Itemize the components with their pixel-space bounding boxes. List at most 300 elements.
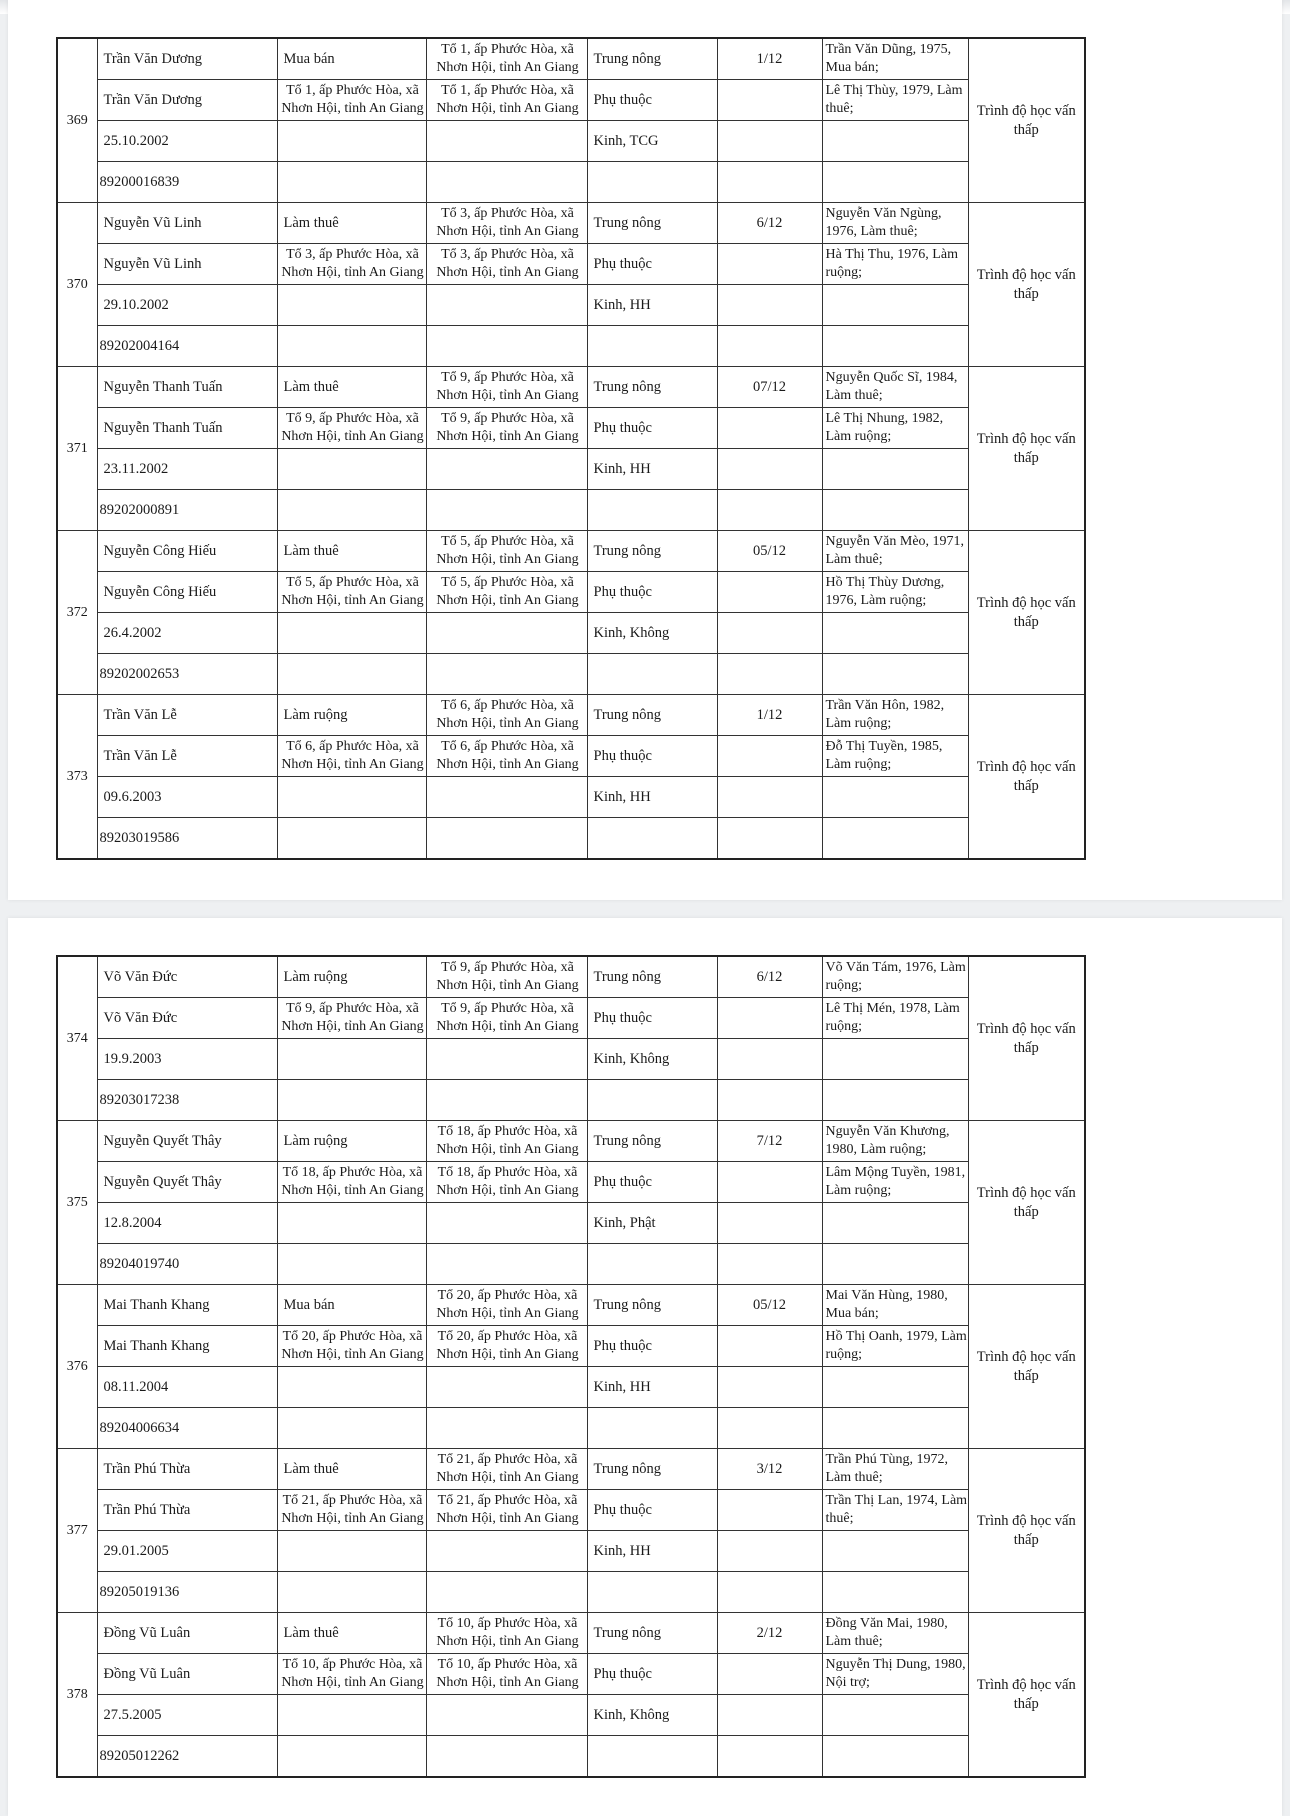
record-number: 378	[57, 1613, 97, 1778]
table-row	[57, 162, 1085, 203]
permanent-address: Tổ 9, ấp Phước Hòa, xã Nhơn Hội, tỉnh An Giang	[277, 408, 426, 449]
remark: Trình độ học vấn thấp	[968, 367, 1085, 531]
empty-cell	[822, 1736, 968, 1778]
occupation: Làm ruộng	[277, 695, 426, 736]
record-number: 377	[57, 1449, 97, 1613]
empty-cell	[277, 1695, 426, 1736]
table-row	[57, 203, 1085, 244]
id-number: 89202000891	[97, 490, 277, 531]
empty-cell	[822, 1367, 968, 1408]
remark: Trình độ học vấn thấp	[968, 1285, 1085, 1449]
empty-cell	[426, 1736, 587, 1778]
id-number: 89202004164	[97, 326, 277, 367]
empty-cell	[277, 326, 426, 367]
mother-info: Lê Thị Nhung, 1982, Làm ruộng;	[822, 408, 968, 449]
empty-cell	[717, 654, 822, 695]
mother-info: Trần Thị Lan, 1974, Làm thuê;	[822, 1490, 968, 1531]
family-class: Trung nông	[587, 1285, 717, 1326]
table-row	[57, 695, 1085, 736]
table-row	[57, 1736, 1085, 1778]
empty-cell	[717, 1695, 822, 1736]
personal-class: Phụ thuộc	[587, 1654, 717, 1695]
empty-cell	[717, 572, 822, 613]
empty-cell	[717, 121, 822, 162]
record-number: 369	[57, 38, 97, 203]
empty-cell	[587, 1408, 717, 1449]
empty-cell	[277, 490, 426, 531]
date-of-birth: 25.10.2002	[97, 121, 277, 162]
ethnicity-religion: Kinh, HH	[587, 1531, 717, 1572]
empty-cell	[717, 326, 822, 367]
remark: Trình độ học vấn thấp	[968, 695, 1085, 860]
ethnicity-religion: Kinh, TCG	[587, 121, 717, 162]
empty-cell	[822, 654, 968, 695]
empty-cell	[717, 1244, 822, 1285]
empty-cell	[277, 1531, 426, 1572]
father-info: Mai Văn Hùng, 1980, Mua bán;	[822, 1285, 968, 1326]
empty-cell	[822, 1203, 968, 1244]
table-row	[57, 1039, 1085, 1080]
table-row	[57, 1121, 1085, 1162]
empty-cell	[277, 654, 426, 695]
id-number: 89202002653	[97, 654, 277, 695]
education-level: 2/12	[717, 1613, 822, 1654]
empty-cell	[587, 818, 717, 860]
family-class: Trung nông	[587, 367, 717, 408]
date-of-birth: 26.4.2002	[97, 613, 277, 654]
permanent-address: Tổ 1, ấp Phước Hòa, xã Nhơn Hội, tỉnh An Giang	[277, 80, 426, 121]
records-table-page-2	[56, 955, 1086, 1778]
table-row	[57, 1695, 1085, 1736]
personal-class: Phụ thuộc	[587, 408, 717, 449]
table-row	[57, 1285, 1085, 1326]
empty-cell	[277, 777, 426, 818]
empty-cell	[426, 777, 587, 818]
full-name: Trần Văn Dương	[97, 38, 277, 80]
current-address: Tổ 6, ấp Phước Hòa, xã Nhơn Hội, tỉnh An Giang	[426, 736, 587, 777]
empty-cell	[822, 777, 968, 818]
personal-class: Phụ thuộc	[587, 1326, 717, 1367]
empty-cell	[426, 1531, 587, 1572]
table-row	[57, 1367, 1085, 1408]
empty-cell	[717, 1490, 822, 1531]
empty-cell	[277, 1572, 426, 1613]
education-level: 05/12	[717, 531, 822, 572]
full-name-repeat: Mai Thanh Khang	[97, 1326, 277, 1367]
table-row	[57, 367, 1085, 408]
empty-cell	[717, 613, 822, 654]
personal-class: Phụ thuộc	[587, 80, 717, 121]
empty-cell	[717, 1039, 822, 1080]
residence-address: Tổ 9, ấp Phước Hòa, xã Nhơn Hội, tỉnh An Giang	[426, 956, 587, 998]
empty-cell	[277, 1367, 426, 1408]
record-number: 371	[57, 367, 97, 531]
full-name: Trần Phú Thừa	[97, 1449, 277, 1490]
remark: Trình độ học vấn thấp	[968, 956, 1085, 1121]
occupation: Làm thuê	[277, 367, 426, 408]
empty-cell	[277, 121, 426, 162]
table-row	[57, 285, 1085, 326]
remark: Trình độ học vấn thấp	[968, 1613, 1085, 1778]
table-row	[57, 1490, 1085, 1531]
empty-cell	[426, 1572, 587, 1613]
empty-cell	[717, 1654, 822, 1695]
id-number: 89204006634	[97, 1408, 277, 1449]
remark: Trình độ học vấn thấp	[968, 1121, 1085, 1285]
personal-class: Phụ thuộc	[587, 572, 717, 613]
family-class: Trung nông	[587, 203, 717, 244]
record-number: 372	[57, 531, 97, 695]
full-name-repeat: Trần Văn Lễ	[97, 736, 277, 777]
table-row	[57, 1162, 1085, 1203]
empty-cell	[277, 285, 426, 326]
record-number: 373	[57, 695, 97, 860]
record-number: 375	[57, 1121, 97, 1285]
empty-cell	[426, 1080, 587, 1121]
occupation: Làm thuê	[277, 1613, 426, 1654]
personal-class: Phụ thuộc	[587, 244, 717, 285]
empty-cell	[717, 408, 822, 449]
residence-address: Tổ 3, ấp Phước Hòa, xã Nhơn Hội, tỉnh An Giang	[426, 203, 587, 244]
table-row	[57, 531, 1085, 572]
empty-cell	[587, 490, 717, 531]
empty-cell	[717, 1572, 822, 1613]
current-address: Tổ 9, ấp Phước Hòa, xã Nhơn Hội, tỉnh An Giang	[426, 408, 587, 449]
mother-info: Nguyễn Thị Dung, 1980, Nội trợ;	[822, 1654, 968, 1695]
ethnicity-religion: Kinh, Phật	[587, 1203, 717, 1244]
empty-cell	[426, 1244, 587, 1285]
ethnicity-religion: Kinh, Không	[587, 613, 717, 654]
empty-cell	[717, 490, 822, 531]
empty-cell	[822, 326, 968, 367]
mother-info: Hồ Thị Thùy Dương, 1976, Làm ruộng;	[822, 572, 968, 613]
empty-cell	[426, 162, 587, 203]
record-number: 376	[57, 1285, 97, 1449]
ethnicity-religion: Kinh, HH	[587, 777, 717, 818]
family-class: Trung nông	[587, 956, 717, 998]
family-class: Trung nông	[587, 695, 717, 736]
empty-cell	[426, 1367, 587, 1408]
empty-cell	[717, 736, 822, 777]
table-row	[57, 956, 1085, 998]
occupation: Làm thuê	[277, 531, 426, 572]
permanent-address: Tổ 18, ấp Phước Hòa, xã Nhơn Hội, tỉnh An Giang	[277, 1162, 426, 1203]
date-of-birth: 29.10.2002	[97, 285, 277, 326]
education-level: 07/12	[717, 367, 822, 408]
empty-cell	[822, 490, 968, 531]
table-row	[57, 449, 1085, 490]
empty-cell	[587, 326, 717, 367]
family-class: Trung nông	[587, 38, 717, 80]
full-name: Đồng Vũ Luân	[97, 1613, 277, 1654]
education-level: 6/12	[717, 203, 822, 244]
father-info: Nguyễn Quốc Sĩ, 1984, Làm thuê;	[822, 367, 968, 408]
full-name: Nguyễn Vũ Linh	[97, 203, 277, 244]
empty-cell	[822, 1244, 968, 1285]
empty-cell	[277, 1039, 426, 1080]
empty-cell	[717, 285, 822, 326]
empty-cell	[277, 1080, 426, 1121]
empty-cell	[426, 1408, 587, 1449]
table-row	[57, 326, 1085, 367]
full-name: Võ Văn Đức	[97, 956, 277, 998]
empty-cell	[277, 818, 426, 860]
father-info: Võ Văn Tám, 1976, Làm ruộng;	[822, 956, 968, 998]
empty-cell	[587, 162, 717, 203]
empty-cell	[426, 654, 587, 695]
education-level: 3/12	[717, 1449, 822, 1490]
current-address: Tổ 5, ấp Phước Hòa, xã Nhơn Hội, tỉnh An Giang	[426, 572, 587, 613]
empty-cell	[277, 1736, 426, 1778]
residence-address: Tổ 18, ấp Phước Hòa, xã Nhơn Hội, tỉnh An Giang	[426, 1121, 587, 1162]
full-name-repeat: Nguyễn Vũ Linh	[97, 244, 277, 285]
full-name-repeat: Nguyễn Thanh Tuấn	[97, 408, 277, 449]
empty-cell	[822, 1080, 968, 1121]
empty-cell	[426, 613, 587, 654]
id-number: 89203019586	[97, 818, 277, 860]
id-number: 89205019136	[97, 1572, 277, 1613]
ethnicity-religion: Kinh, Không	[587, 1695, 717, 1736]
current-address: Tổ 18, ấp Phước Hòa, xã Nhơn Hội, tỉnh An Giang	[426, 1162, 587, 1203]
table-row	[57, 1531, 1085, 1572]
document-page-2	[8, 918, 1282, 1816]
empty-cell	[822, 1408, 968, 1449]
table-row	[57, 1203, 1085, 1244]
table-row	[57, 1654, 1085, 1695]
full-name-repeat: Nguyễn Quyết Thây	[97, 1162, 277, 1203]
empty-cell	[822, 162, 968, 203]
empty-cell	[277, 1244, 426, 1285]
mother-info: Hà Thị Thu, 1976, Làm ruộng;	[822, 244, 968, 285]
family-class: Trung nông	[587, 531, 717, 572]
full-name: Trần Văn Lễ	[97, 695, 277, 736]
date-of-birth: 27.5.2005	[97, 1695, 277, 1736]
residence-address: Tổ 20, ấp Phước Hòa, xã Nhơn Hội, tỉnh An Giang	[426, 1285, 587, 1326]
occupation: Làm ruộng	[277, 1121, 426, 1162]
table-row	[57, 654, 1085, 695]
occupation: Mua bán	[277, 38, 426, 80]
family-class: Trung nông	[587, 1121, 717, 1162]
empty-cell	[426, 1039, 587, 1080]
empty-cell	[426, 490, 587, 531]
empty-cell	[717, 1326, 822, 1367]
ethnicity-religion: Kinh, HH	[587, 285, 717, 326]
empty-cell	[587, 1572, 717, 1613]
mother-info: Lê Thị Thùy, 1979, Làm thuê;	[822, 80, 968, 121]
table-row	[57, 80, 1085, 121]
empty-cell	[717, 818, 822, 860]
table-row	[57, 1613, 1085, 1654]
empty-cell	[822, 121, 968, 162]
empty-cell	[426, 449, 587, 490]
empty-cell	[426, 1203, 587, 1244]
residence-address: Tổ 6, ấp Phước Hòa, xã Nhơn Hội, tỉnh An Giang	[426, 695, 587, 736]
family-class: Trung nông	[587, 1613, 717, 1654]
record-number: 370	[57, 203, 97, 367]
father-info: Đồng Văn Mai, 1980, Làm thuê;	[822, 1613, 968, 1654]
empty-cell	[717, 1367, 822, 1408]
empty-cell	[822, 1531, 968, 1572]
full-name-repeat: Nguyễn Công Hiếu	[97, 572, 277, 613]
mother-info: Lê Thị Mén, 1978, Làm ruộng;	[822, 998, 968, 1039]
current-address: Tổ 21, ấp Phước Hòa, xã Nhơn Hội, tỉnh An Giang	[426, 1490, 587, 1531]
empty-cell	[277, 1203, 426, 1244]
mother-info: Đỗ Thị Tuyền, 1985, Làm ruộng;	[822, 736, 968, 777]
date-of-birth: 08.11.2004	[97, 1367, 277, 1408]
empty-cell	[822, 1572, 968, 1613]
permanent-address: Tổ 10, ấp Phước Hòa, xã Nhơn Hội, tỉnh An Giang	[277, 1654, 426, 1695]
empty-cell	[426, 1695, 587, 1736]
empty-cell	[717, 449, 822, 490]
permanent-address: Tổ 6, ấp Phước Hòa, xã Nhơn Hội, tỉnh An Giang	[277, 736, 426, 777]
current-address: Tổ 20, ấp Phước Hòa, xã Nhơn Hội, tỉnh An Giang	[426, 1326, 587, 1367]
table-row	[57, 777, 1085, 818]
education-level: 05/12	[717, 1285, 822, 1326]
empty-cell	[822, 818, 968, 860]
residence-address: Tổ 10, ấp Phước Hòa, xã Nhơn Hội, tỉnh An Giang	[426, 1613, 587, 1654]
father-info: Trần Văn Hôn, 1982, Làm ruộng;	[822, 695, 968, 736]
empty-cell	[717, 1531, 822, 1572]
date-of-birth: 23.11.2002	[97, 449, 277, 490]
ethnicity-religion: Kinh, HH	[587, 449, 717, 490]
education-level: 1/12	[717, 695, 822, 736]
empty-cell	[587, 1080, 717, 1121]
remark: Trình độ học vấn thấp	[968, 203, 1085, 367]
empty-cell	[822, 1695, 968, 1736]
father-info: Nguyễn Văn Ngùng, 1976, Làm thuê;	[822, 203, 968, 244]
personal-class: Phụ thuộc	[587, 1162, 717, 1203]
empty-cell	[717, 1736, 822, 1778]
permanent-address: Tổ 21, ấp Phước Hòa, xã Nhơn Hội, tỉnh An Giang	[277, 1490, 426, 1531]
occupation: Làm ruộng	[277, 956, 426, 998]
table-row	[57, 244, 1085, 285]
residence-address: Tổ 1, ấp Phước Hòa, xã Nhơn Hội, tỉnh An Giang	[426, 38, 587, 80]
table-row	[57, 1080, 1085, 1121]
permanent-address: Tổ 9, ấp Phước Hòa, xã Nhơn Hội, tỉnh An Giang	[277, 998, 426, 1039]
full-name: Mai Thanh Khang	[97, 1285, 277, 1326]
empty-cell	[587, 1244, 717, 1285]
full-name-repeat: Võ Văn Đức	[97, 998, 277, 1039]
empty-cell	[717, 1203, 822, 1244]
empty-cell	[717, 80, 822, 121]
empty-cell	[587, 1736, 717, 1778]
mother-info: Lâm Mộng Tuyền, 1981, Làm ruộng;	[822, 1162, 968, 1203]
empty-cell	[822, 1039, 968, 1080]
personal-class: Phụ thuộc	[587, 1490, 717, 1531]
id-number: 89204019740	[97, 1244, 277, 1285]
table-row	[57, 1244, 1085, 1285]
date-of-birth: 12.8.2004	[97, 1203, 277, 1244]
empty-cell	[277, 1408, 426, 1449]
full-name-repeat: Trần Phú Thừa	[97, 1490, 277, 1531]
ethnicity-religion: Kinh, HH	[587, 1367, 717, 1408]
empty-cell	[426, 285, 587, 326]
table-row	[57, 1572, 1085, 1613]
empty-cell	[822, 449, 968, 490]
remark: Trình độ học vấn thấp	[968, 531, 1085, 695]
id-number: 89205012262	[97, 1736, 277, 1778]
ethnicity-religion: Kinh, Không	[587, 1039, 717, 1080]
records-table-page-1	[56, 37, 1086, 860]
current-address: Tổ 3, ấp Phước Hòa, xã Nhơn Hội, tỉnh An Giang	[426, 244, 587, 285]
current-address: Tổ 1, ấp Phước Hòa, xã Nhơn Hội, tỉnh An Giang	[426, 80, 587, 121]
remark: Trình độ học vấn thấp	[968, 38, 1085, 203]
empty-cell	[822, 613, 968, 654]
empty-cell	[717, 1408, 822, 1449]
empty-cell	[426, 326, 587, 367]
empty-cell	[277, 449, 426, 490]
full-name: Nguyễn Thanh Tuấn	[97, 367, 277, 408]
document-page-1	[8, 0, 1282, 900]
full-name: Nguyễn Công Hiếu	[97, 531, 277, 572]
date-of-birth: 19.9.2003	[97, 1039, 277, 1080]
full-name-repeat: Đồng Vũ Luân	[97, 1654, 277, 1695]
empty-cell	[717, 162, 822, 203]
table-row	[57, 736, 1085, 777]
table-row	[57, 490, 1085, 531]
empty-cell	[587, 654, 717, 695]
empty-cell	[717, 777, 822, 818]
table-row	[57, 121, 1085, 162]
table-row	[57, 613, 1085, 654]
occupation: Làm thuê	[277, 203, 426, 244]
residence-address: Tổ 9, ấp Phước Hòa, xã Nhơn Hội, tỉnh An Giang	[426, 367, 587, 408]
empty-cell	[426, 121, 587, 162]
full-name: Nguyễn Quyết Thây	[97, 1121, 277, 1162]
father-info: Nguyễn Văn Khương, 1980, Làm ruộng;	[822, 1121, 968, 1162]
table-row	[57, 408, 1085, 449]
personal-class: Phụ thuộc	[587, 736, 717, 777]
record-number: 374	[57, 956, 97, 1121]
residence-address: Tổ 21, ấp Phước Hòa, xã Nhơn Hội, tỉnh An Giang	[426, 1449, 587, 1490]
personal-class: Phụ thuộc	[587, 998, 717, 1039]
id-number: 89200016839	[97, 162, 277, 203]
full-name-repeat: Trần Văn Dương	[97, 80, 277, 121]
empty-cell	[277, 613, 426, 654]
education-level: 7/12	[717, 1121, 822, 1162]
empty-cell	[717, 244, 822, 285]
empty-cell	[426, 818, 587, 860]
id-number: 89203017238	[97, 1080, 277, 1121]
date-of-birth: 29.01.2005	[97, 1531, 277, 1572]
remark: Trình độ học vấn thấp	[968, 1449, 1085, 1613]
date-of-birth: 09.6.2003	[97, 777, 277, 818]
father-info: Nguyễn Văn Mèo, 1971, Làm thuê;	[822, 531, 968, 572]
table-row	[57, 818, 1085, 860]
current-address: Tổ 9, ấp Phước Hòa, xã Nhơn Hội, tỉnh An Giang	[426, 998, 587, 1039]
empty-cell	[717, 998, 822, 1039]
residence-address: Tổ 5, ấp Phước Hòa, xã Nhơn Hội, tỉnh An Giang	[426, 531, 587, 572]
table-row	[57, 1449, 1085, 1490]
father-info: Trần Văn Dũng, 1975, Mua bán;	[822, 38, 968, 80]
father-info: Trần Phú Tùng, 1972, Làm thuê;	[822, 1449, 968, 1490]
empty-cell	[822, 285, 968, 326]
table-row	[57, 572, 1085, 613]
empty-cell	[717, 1080, 822, 1121]
table-row	[57, 38, 1085, 80]
empty-cell	[277, 162, 426, 203]
education-level: 6/12	[717, 956, 822, 998]
permanent-address: Tổ 3, ấp Phước Hòa, xã Nhơn Hội, tỉnh An Giang	[277, 244, 426, 285]
table-row	[57, 1408, 1085, 1449]
permanent-address: Tổ 5, ấp Phước Hòa, xã Nhơn Hội, tỉnh An Giang	[277, 572, 426, 613]
occupation: Làm thuê	[277, 1449, 426, 1490]
family-class: Trung nông	[587, 1449, 717, 1490]
table-row	[57, 998, 1085, 1039]
empty-cell	[717, 1162, 822, 1203]
permanent-address: Tổ 20, ấp Phước Hòa, xã Nhơn Hội, tỉnh An Giang	[277, 1326, 426, 1367]
mother-info: Hồ Thị Oanh, 1979, Làm ruộng;	[822, 1326, 968, 1367]
